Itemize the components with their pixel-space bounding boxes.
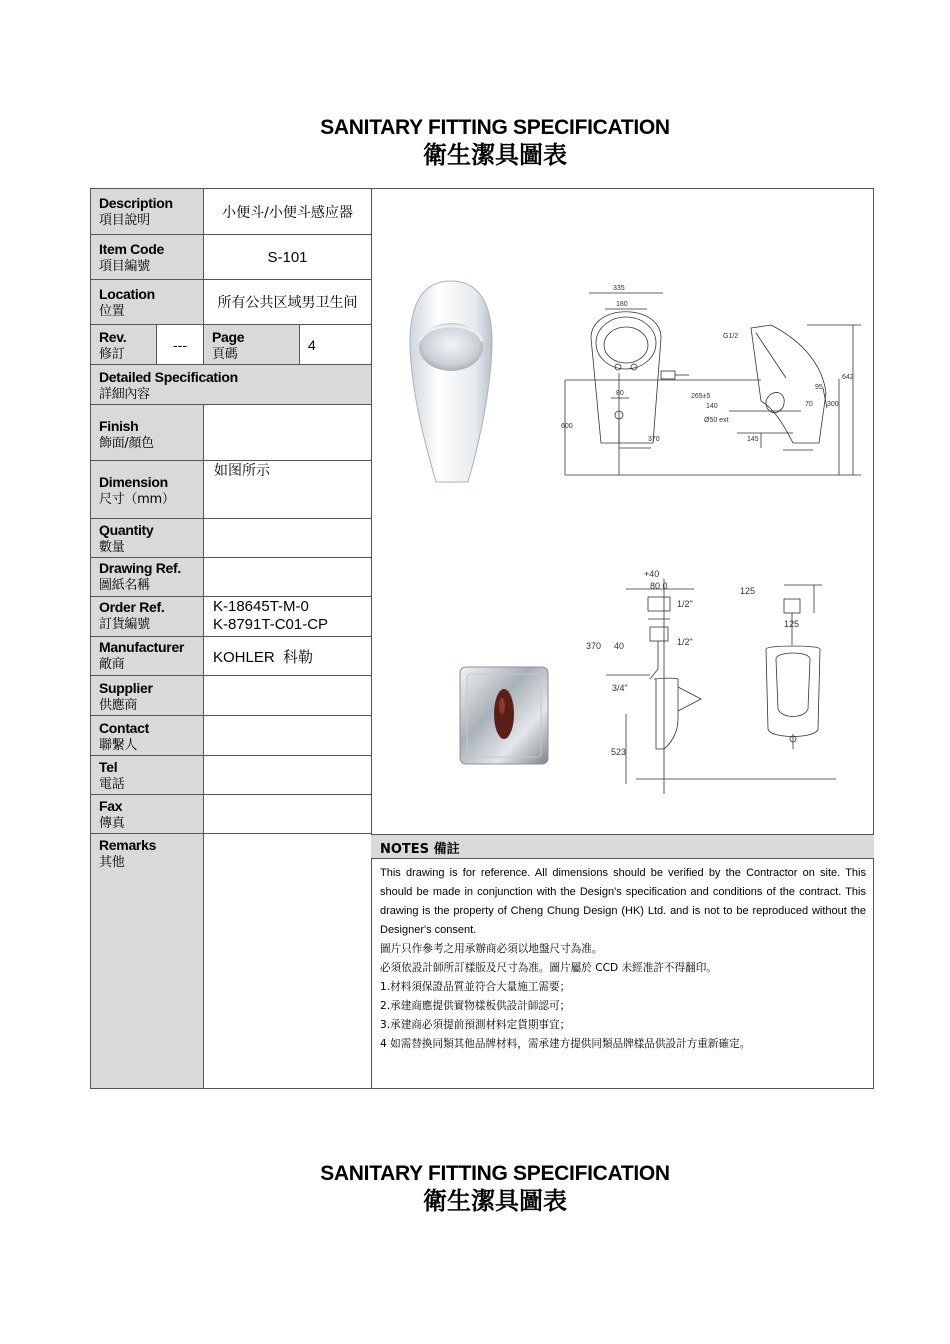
dim-label: 335 bbox=[613, 285, 625, 292]
notes-english-text: This drawing is for reference. All dimensions should be verified by the Contractor on site. This should be made in conjunction with the Design's specification and conditions of the contract. This drawing is the property of Cheng Chung Design (HK) Ltd. and is not to be reproduced without the Designer's consent. bbox=[380, 867, 866, 936]
quantity-label bbox=[91, 519, 204, 558]
spec-sheet bbox=[90, 188, 874, 1089]
dimension-value: 如图所示 bbox=[204, 461, 372, 519]
page-label-zh: 頁碼 bbox=[212, 347, 238, 362]
contact-value bbox=[204, 716, 372, 756]
dim-label: 370 bbox=[586, 641, 602, 651]
drawing2-dim-labels bbox=[586, 569, 836, 804]
dimension-label-en: Dimension bbox=[99, 474, 168, 490]
order-ref-value bbox=[204, 597, 372, 637]
item-code-value: S-101 bbox=[204, 235, 372, 280]
description-label-en: Description bbox=[99, 195, 173, 211]
footer-title bbox=[0, 1161, 950, 1215]
supplier-label-en: Supplier bbox=[99, 680, 153, 696]
page-label bbox=[204, 325, 300, 365]
description-label bbox=[91, 189, 204, 235]
page-value: 4 bbox=[300, 325, 372, 365]
drawing1-dim-labels bbox=[561, 283, 861, 483]
dim-label: 95 bbox=[815, 384, 823, 391]
dimension-label bbox=[91, 461, 204, 519]
location-value: 所有公共区域男卫生间 bbox=[204, 280, 372, 325]
order-ref-label-en: Order Ref. bbox=[99, 599, 165, 615]
dim-label: 1/2" bbox=[677, 599, 693, 609]
item-code-label bbox=[91, 235, 204, 280]
dim-label: 140 bbox=[706, 403, 718, 410]
contact-label bbox=[91, 716, 204, 756]
manufacturer-value: KOHLER 科勒 bbox=[204, 637, 372, 676]
fax-label bbox=[91, 795, 204, 834]
finish-label bbox=[91, 405, 204, 461]
dim-label: 300 bbox=[827, 401, 839, 408]
drawing-ref-label-zh: 圖紙名稱 bbox=[99, 578, 150, 593]
contact-label-en: Contact bbox=[99, 720, 150, 736]
detailed-spec-label-zh: 詳細內容 bbox=[99, 387, 150, 402]
manufacturer-label-zh: 敵商 bbox=[99, 657, 125, 672]
fax-label-en: Fax bbox=[99, 798, 123, 814]
order-ref-value-1: K-18645T-M-0 bbox=[213, 598, 309, 615]
dim-label: 523 bbox=[611, 747, 627, 757]
dim-label: 180 bbox=[616, 301, 628, 308]
tel-label-zh: 電話 bbox=[99, 777, 125, 792]
notes-line: 1.材料須保證品質並符合大量施工需要； bbox=[380, 981, 571, 993]
rev-label-zh: 修訂 bbox=[99, 347, 125, 362]
finish-value bbox=[204, 405, 372, 461]
notes-line: 3.承建商必須提前預測材料定貨期事宜； bbox=[380, 1019, 571, 1031]
supplier-label bbox=[91, 676, 204, 716]
order-ref-label bbox=[91, 597, 204, 637]
drawing-ref-value bbox=[204, 558, 372, 597]
notes-body bbox=[380, 864, 866, 1054]
dim-label: Ø50 ext bbox=[704, 417, 729, 424]
title-zh: 衛生潔具圖表 bbox=[423, 141, 567, 169]
detailed-spec-label bbox=[91, 365, 372, 405]
dim-label: 600 bbox=[561, 423, 573, 430]
tel-label-en: Tel bbox=[99, 759, 118, 775]
manufacturer-label bbox=[91, 637, 204, 676]
detailed-spec-label-en: Detailed Specification bbox=[99, 369, 238, 385]
title-en: SANITARY FITTING SPECIFICATION bbox=[320, 116, 670, 139]
dim-label: 80 bbox=[616, 390, 624, 397]
location-label-zh: 位置 bbox=[99, 304, 125, 319]
dimension-label-zh: 尺寸（mm） bbox=[99, 492, 175, 507]
location-label bbox=[91, 280, 204, 325]
dim-label: 125 bbox=[784, 619, 800, 629]
rev-label bbox=[91, 325, 157, 365]
dim-label: 1/2" bbox=[677, 637, 693, 647]
remarks-value bbox=[204, 834, 372, 1088]
rev-value: --- bbox=[157, 325, 204, 365]
notes-line: 4 如需替換同類其他品牌材料，需承建方提供同類品牌樣品供設計方重新確定。 bbox=[380, 1038, 751, 1050]
remarks-label-en: Remarks bbox=[99, 837, 157, 853]
dim-label: 40 bbox=[614, 641, 625, 651]
drawing-ref-label bbox=[91, 558, 204, 597]
drawing-ref-label-en: Drawing Ref. bbox=[99, 560, 181, 576]
tel-value bbox=[204, 756, 372, 795]
contact-label-zh: 聯繫人 bbox=[99, 738, 138, 753]
remarks-label-zh: 其他 bbox=[99, 855, 125, 870]
quantity-label-zh: 數量 bbox=[99, 540, 125, 555]
quantity-value bbox=[204, 519, 372, 558]
urinal-photo bbox=[406, 277, 496, 487]
dim-label: G1/2 bbox=[723, 333, 739, 340]
supplier-value bbox=[204, 676, 372, 716]
dim-label: +40 bbox=[644, 569, 660, 579]
description-label-zh: 項目說明 bbox=[99, 213, 150, 228]
footer-title-en: SANITARY FITTING SPECIFICATION bbox=[320, 1162, 670, 1185]
order-ref-value-2: K-8791T-C01-CP bbox=[213, 616, 329, 633]
dim-label: 642 bbox=[842, 374, 854, 381]
remarks-label bbox=[91, 834, 204, 1088]
manufacturer-label-en: Manufacturer bbox=[99, 639, 185, 655]
notes-line: 必須依設計師所訂樣版及尺寸為准。圖片屬於 CCD 未經准許不得翻印。 bbox=[380, 962, 717, 974]
footer-title-zh: 衛生潔具圖表 bbox=[423, 1187, 567, 1215]
dim-label: 145 bbox=[747, 436, 759, 443]
sensor-photo bbox=[459, 666, 549, 766]
supplier-label-zh: 供應商 bbox=[99, 698, 138, 713]
dim-label: 80 0 bbox=[650, 581, 668, 591]
dim-label: 265±5 bbox=[691, 393, 711, 400]
description-value: 小便斗/小便斗感应器 bbox=[204, 189, 372, 235]
rev-label-en: Rev. bbox=[99, 329, 127, 345]
fax-label-zh: 傳真 bbox=[99, 816, 125, 831]
item-code-label-zh: 項目編號 bbox=[99, 259, 150, 274]
item-code-label-en: Item Code bbox=[99, 241, 164, 257]
notes-heading: NOTES 備註 bbox=[371, 834, 874, 859]
quantity-label-en: Quantity bbox=[99, 522, 154, 538]
fax-value bbox=[204, 795, 372, 834]
order-ref-label-zh: 訂貨編號 bbox=[99, 617, 150, 632]
location-label-en: Location bbox=[99, 286, 155, 302]
tel-label bbox=[91, 756, 204, 795]
page-title bbox=[0, 115, 950, 169]
notes-line: 2.承建商應提供實物樣板供設計師認可； bbox=[380, 1000, 571, 1012]
dim-label: 370 bbox=[648, 436, 660, 443]
finish-label-en: Finish bbox=[99, 418, 139, 434]
notes-line: 圖片只作參考之用承辦商必須以地盤尺寸為准。 bbox=[380, 943, 603, 955]
finish-label-zh: 飾面/顏色 bbox=[99, 436, 154, 451]
dim-label: 3/4" bbox=[612, 683, 628, 693]
dim-label: 125 bbox=[740, 586, 756, 596]
dim-label: 70 bbox=[805, 401, 813, 408]
page-label-en: Page bbox=[212, 329, 245, 345]
